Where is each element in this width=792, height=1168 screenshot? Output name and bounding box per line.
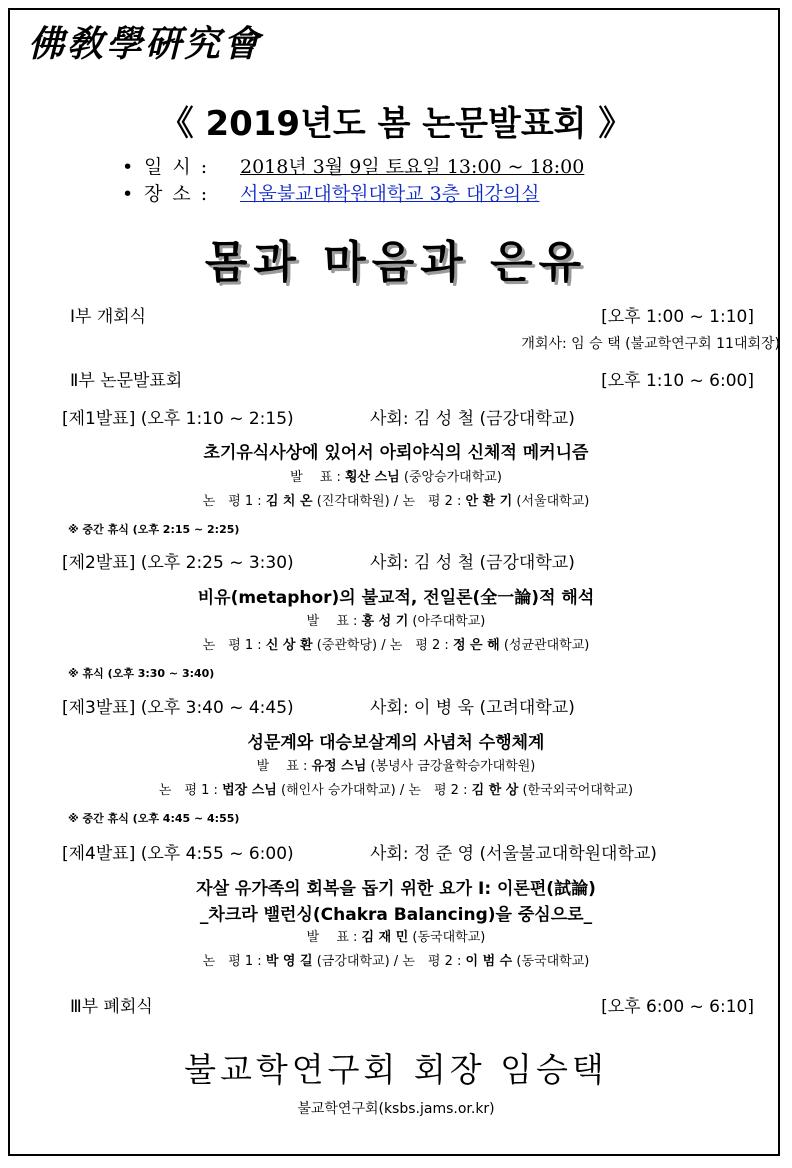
part2-name: Ⅱ부 논문발표회	[70, 371, 183, 391]
discussant-2-label: 논 평 2 :	[408, 783, 468, 798]
session-3-chair: 사회: 이 병 욱 (고려대학교)	[370, 698, 575, 718]
separator: /	[393, 494, 399, 509]
opening-speaker: 개회사: 임 승 택 (불교학연구회 11대회장)	[521, 336, 780, 352]
discussant-2-label: 논 평 2 :	[389, 638, 449, 653]
session-4-paper-subtitle: _차크라 밸런싱(Chakra Balancing)을 중심으로_	[199, 905, 593, 925]
break-2: ※ 휴식 (오후 3:30 ~ 3:40)	[68, 667, 215, 680]
discussant-1-affiliation: (금강대학교)	[316, 954, 390, 969]
date-line	[122, 152, 584, 179]
discussant-1-name: 법장 스님	[222, 783, 277, 798]
presenter-name: 횡산 스님	[344, 470, 400, 485]
discussant-2-affiliation: (서울대학교)	[516, 494, 590, 509]
presenter-name: 홍 성 기	[361, 614, 409, 629]
discussant-1-affiliation: (중관학당)	[316, 638, 378, 653]
date-value: 2018년 3월 9일 토요일 13:00 ~ 18:00	[240, 156, 585, 178]
session-1-discussants	[0, 490, 792, 509]
part3-time: [오후 6:00 ~ 6:10]	[601, 997, 754, 1017]
presenter-label: 발 표 :	[290, 470, 341, 485]
discussant-1-affiliation: (진각대학원)	[316, 494, 390, 509]
presenter-name: 유정 스님	[311, 759, 367, 774]
session-2-time: [제2발표] (오후 2:25 ~ 3:30)	[62, 553, 294, 573]
session-4-presenter	[0, 926, 792, 945]
event-title: 《 2019년도 봄 논문발표회 》	[159, 104, 633, 144]
presenter-label: 발 표 :	[306, 930, 358, 945]
discussant-2-name: 이 범 수	[465, 954, 513, 969]
bullet-icon: •	[122, 156, 134, 178]
break-3: ※ 중간 휴식 (오후 4:45 ~ 4:55)	[68, 812, 240, 825]
presenter-affiliation: (봉녕사 금강율학승가대학원)	[370, 759, 536, 774]
session-2-discussants	[0, 634, 792, 653]
presenter-label: 발 표 :	[306, 614, 358, 629]
presenter-name: 김 재 민	[361, 930, 409, 945]
discussant-2-affiliation: (한국외국어대학교)	[522, 783, 634, 798]
society-website: 불교학연구회(ksbs.jams.or.kr)	[297, 1101, 495, 1117]
discussant-1-name: 김 치 온	[265, 494, 313, 509]
society-brand: 佛敎學硏究會	[28, 23, 263, 65]
part2-time: [오후 1:10 ~ 6:00]	[601, 371, 754, 391]
presenter-affiliation: (동국대학교)	[412, 930, 486, 945]
session-1-chair: 사회: 김 성 철 (금강대학교)	[370, 409, 575, 429]
discussant-1-label: 논 평 1 :	[202, 638, 262, 653]
discussant-2-name: 정 은 해	[452, 638, 500, 653]
date-label: 일 시 :	[144, 156, 210, 178]
theme-heading: 몸과 마음과 은유	[204, 237, 588, 288]
session-2-paper-title: 비유(metaphor)의 불교적, 전일론(全一論)적 해석	[197, 588, 595, 608]
session-2-presenter	[0, 610, 792, 629]
discussant-2-label: 논 평 2 :	[402, 954, 462, 969]
discussant-1-name: 박 영 길	[265, 954, 313, 969]
place-line	[122, 179, 539, 206]
bullet-icon: •	[122, 183, 134, 205]
break-1: ※ 중간 휴식 (오후 2:15 ~ 2:25)	[68, 523, 240, 536]
discussant-1-affiliation: (해인사 승가대학교)	[281, 783, 396, 798]
place-label: 장 소 :	[144, 183, 210, 205]
session-4-time: [제4발표] (오후 4:55 ~ 6:00)	[62, 844, 294, 864]
part3-name: Ⅲ부 폐회식	[70, 997, 153, 1017]
part1-time: [오후 1:00 ~ 1:10]	[601, 307, 754, 327]
session-4-discussants	[0, 950, 792, 969]
separator: /	[381, 638, 386, 653]
presenter-affiliation: (아주대학교)	[412, 614, 486, 629]
session-1-paper-title: 초기유식사상에 있어서 아뢰야식의 신체적 메커니즘	[203, 443, 589, 463]
session-1-time: [제1발표] (오후 1:10 ~ 2:15)	[62, 409, 294, 429]
discussant-2-affiliation: (성균관대학교)	[503, 638, 590, 653]
discussant-1-label: 논 평 1 :	[202, 954, 262, 969]
separator: /	[393, 954, 399, 969]
session-4-paper-title: 자살 유가족의 회복을 돕기 위한 요가 Ⅰ: 이론편(試論)	[196, 879, 596, 899]
presenter-affiliation: (중앙승가대학교)	[403, 470, 502, 485]
discussant-2-name: 안 환 기	[465, 494, 513, 509]
session-1-presenter	[0, 466, 792, 485]
presenter-label: 발 표 :	[256, 759, 308, 774]
part1-name: Ⅰ부 개회식	[70, 307, 147, 327]
session-3-presenter	[0, 755, 792, 774]
session-3-paper-title: 성문계와 대승보살계의 사념처 수행체계	[247, 733, 545, 753]
session-4-chair: 사회: 정 준 영 (서울불교대학원대학교)	[370, 844, 657, 864]
session-3-time: [제3발표] (오후 3:40 ~ 4:45)	[62, 698, 294, 718]
host-signature: 불교학연구회 회장 임승택	[184, 1050, 608, 1089]
place-value: 서울불교대학원대학교 3층 대강의실	[240, 183, 540, 205]
discussant-2-affiliation: (동국대학교)	[516, 954, 590, 969]
session-3-discussants	[0, 779, 792, 798]
discussant-1-label: 논 평 1 :	[158, 783, 218, 798]
discussant-1-name: 신 상 환	[265, 638, 313, 653]
discussant-2-label: 논 평 2 :	[402, 494, 462, 509]
session-2-chair: 사회: 김 성 철 (금강대학교)	[370, 553, 575, 573]
discussant-1-label: 논 평 1 :	[202, 494, 262, 509]
separator: /	[399, 783, 405, 798]
discussant-2-name: 김 한 상	[471, 783, 519, 798]
